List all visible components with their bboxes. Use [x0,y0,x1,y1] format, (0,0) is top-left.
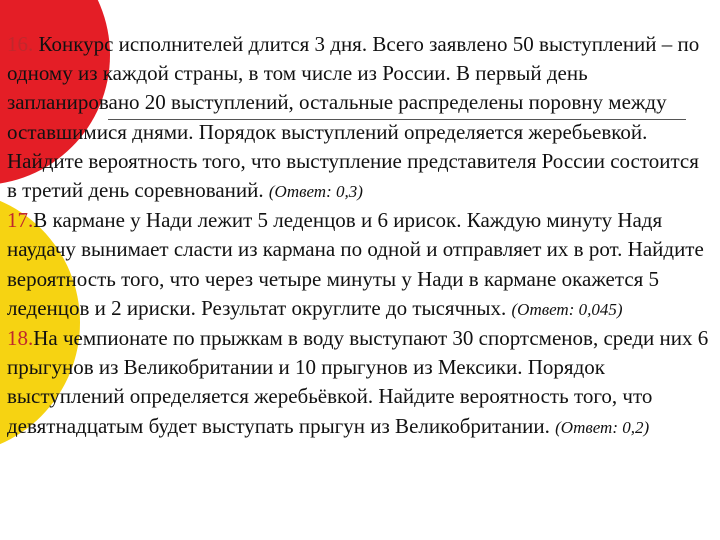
problem-number: 18. [7,326,34,351]
problem-number: 16. [7,32,34,56]
problem-text: Конкурс исполнителей длится 3 дня. Всего заявлено 50 выступлений – по одному из каждой страны, в том числе из России. В первый день запланировано 20 выступлений, остальные распределены поровну между оставшимися днями. Порядок выступлений определяется жеребьевкой. Найдите вероятность того, что выступление представителя России состоится в третий день соревнований. [7,32,700,203]
problem-answer: (Ответ: 0,045) [511,299,623,319]
problem-18 [7,324,713,442]
problem-text: На чемпионате по прыжкам в воду выступают 30 спортсменов, среди них 6 прыгунов из Великобритании и 10 прыгунов из Мексики. Порядок выступлений определяется жеребьёвкой. Найдите вероятность того, что девятнадцатым будет выступать прыгун из Великобритании. [7,326,709,438]
problem-text: В кармане у Нади лежит 5 леденцов и 6 ирисок. Каждую минуту Надя наудачу вынимает сласти из кармана по одной и отправляет их в рот. Найдите вероятность того, что через четыре минуты у Нади в кармане окажется 5 леденцов и 2 ириски. Результат округлите до тысячных. [7,208,704,320]
problem-16 [7,30,713,206]
problems-text [7,30,713,442]
problem-answer: (Ответ: 0,2) [555,417,650,437]
problem-number: 17. [7,208,34,233]
problem-answer: (Ответ: 0,3) [268,182,363,202]
problem-17 [7,206,713,324]
